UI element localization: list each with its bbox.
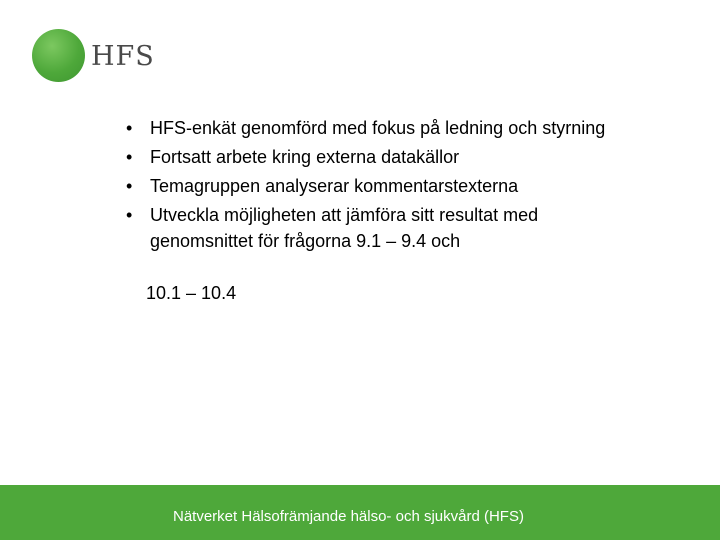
- list-item-text: Utveckla möjligheten att jämföra sitt resultat med genomsnittet för frågorna 9.1 – 9.4 och: [150, 205, 539, 251]
- logo-text: HFS: [91, 40, 155, 72]
- list-item-text: Temagruppen analyserar kommentarstexterna: [150, 176, 519, 196]
- list-item-text: HFS-enkät genomförd med fokus på ledning och styrning: [150, 118, 606, 138]
- list-item: [120, 115, 640, 141]
- footer-text: Nätverket Hälsofrämjande hälso- och sjukvård (HFS): [173, 508, 524, 525]
- bullet-icon: •: [126, 205, 133, 225]
- list-item-text: Fortsatt arbete kring externa datakällor: [150, 147, 460, 167]
- bullet-icon: •: [126, 118, 133, 138]
- bullet-icon: •: [126, 147, 133, 167]
- bullet-list: [120, 115, 640, 257]
- list-item: [120, 202, 640, 254]
- hfs-logo: [32, 28, 155, 82]
- bullet-icon: •: [126, 176, 133, 196]
- list-item: [120, 144, 640, 170]
- list-continuation: 10.1 – 10.4: [146, 283, 237, 303]
- logo-circle-icon: [32, 29, 85, 82]
- footer-bar: [0, 485, 720, 540]
- list-item: [120, 173, 640, 199]
